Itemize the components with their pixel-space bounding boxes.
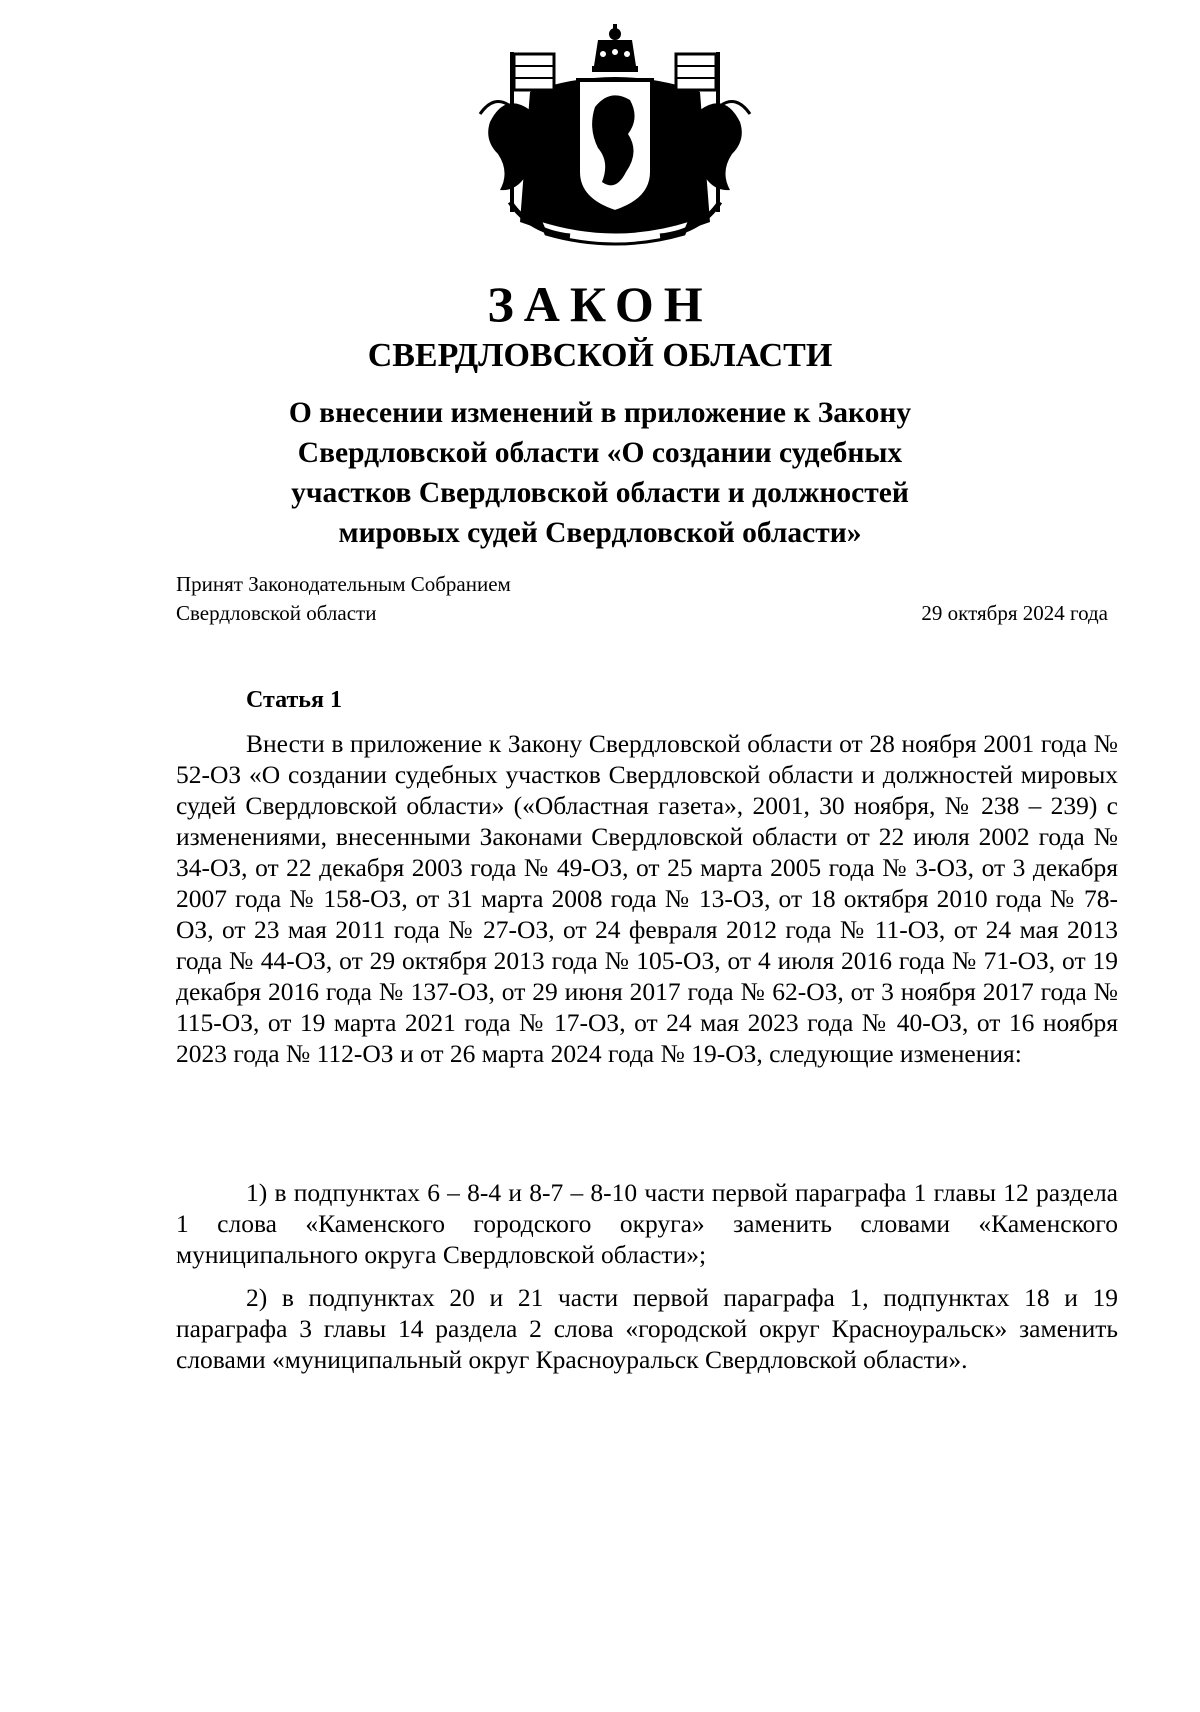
article-paragraph-main: Внести в приложение к Закону Свердловской области от 28 ноября 2001 года № 52-ОЗ «О создании судебных участков Свердловской области и должностей мировых судей Свердловской области» («Областная газета», 2001, 30 ноября, № 238 – 239) с изменениями, внесенными Законами Свердловской области от 22 июля 2002 года № 34-ОЗ, от 22 декабря 2003 года № 49-ОЗ, от 25 марта 2005 года № 3-ОЗ, от 3 декабря 2007 года № 158-ОЗ, от 31 марта 2008 года № 13-ОЗ, от 18 октября 2010 года № 78-ОЗ, от 23 мая 2011 года № 27-ОЗ, от 24 февраля 2012 года № 11-ОЗ, от 24 мая 2013 года № 44-ОЗ, от 29 октября 2013 года № 105-ОЗ, от 4 июля 2016 года № 71-ОЗ, от 19 декабря 2016 года № 137-ОЗ, от 29 июня 2017 года № 62-ОЗ, от 3 ноября 2017 года № 115-ОЗ, от 19 марта 2021 года № 17-ОЗ, от 24 мая 2023 года № 40-ОЗ, от 16 ноября 2023 года № 112-ОЗ и от 26 марта 2024 года № 19-ОЗ, следующие изменения:	[176, 729, 1118, 1068]
adoption-line-1: Принят Законодательным Собранием	[176, 572, 511, 596]
coat-of-arms-emblem	[470, 22, 760, 257]
adoption-statement	[176, 570, 511, 628]
region-heading: СВЕРДЛОВСКОЙ ОБЛАСТИ	[367, 337, 833, 374]
article-paragraph-item-2: 2) в подпунктах 20 и 21 части первой параграфа 1, подпунктах 18 и 19 параграфа 3 главы 14 раздела 2 слова «городской округ Красноуральск» заменить словами «муниципальный округ Красноуральск Свердловской области».	[176, 1283, 1118, 1374]
adoption-date: 29 октября 2024 года	[921, 601, 1108, 625]
article-paragraph-item-1: 1) в подпунктах 6 – 8-4 и 8-7 – 8-10 части первой параграфа 1 главы 12 раздела 1 слова «Каменского городского округа» заменить словами «Каменского муниципального округа Свердловской области»;	[176, 1178, 1118, 1269]
article-title: Статья 1	[246, 687, 342, 713]
law-heading: ЗАКОН	[487, 276, 713, 332]
adoption-line-2: Свердловской области	[176, 601, 377, 625]
law-title: О внесении изменений в приложение к Закону Свердловской области «О создании судебных участков Свердловской области и должностей мировых судей Свердловской области»	[288, 397, 912, 549]
